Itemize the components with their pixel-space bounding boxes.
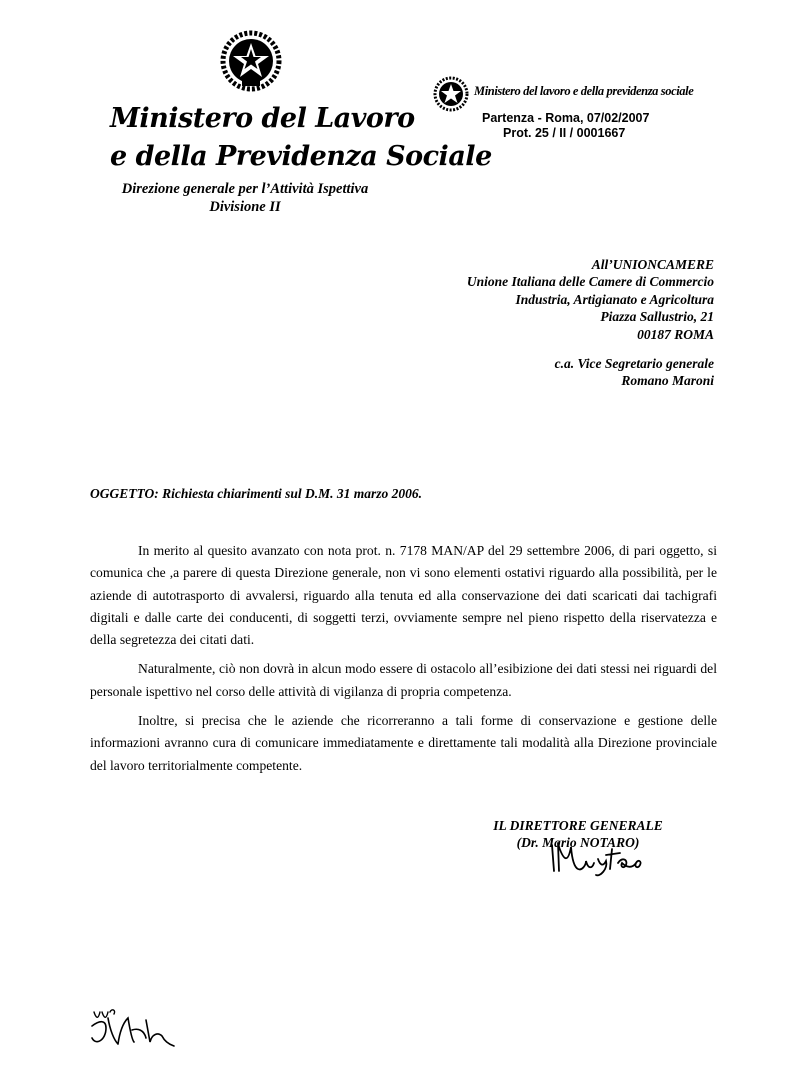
- initials-icon: [88, 1000, 178, 1055]
- recipient-line2: Unione Italiana delle Camere di Commercio: [466, 274, 714, 290]
- signature-name: (Dr. Mario NOTARO): [516, 835, 640, 850]
- direction-block: [80, 180, 410, 216]
- ministry-title-line1: Ministero del Lavoro: [110, 103, 415, 134]
- recipient-line5: 00187 ROMA: [637, 326, 714, 342]
- recipient-line3: Industria, Artigianato e Agricoltura: [515, 291, 714, 307]
- recipient-line4: Piazza Sallustrio, 21: [600, 309, 714, 325]
- body-paragraph-1: In merito al quesito avanzato con nota prot. n. 7178 MAN/AP del 29 settembre 2006, di pari oggetto, si comunica che ,a parere di questa Direzione generale, non vi sono elementi ostativi riguardo alla possibilità, per le aziende di autotrasporto di avvalersi, riguardo alla tenuta ed alla conservazione dei dati scaricati dai tachigrafi digitali e dalle carte dei conducenti, di soggetti terzi, ovviamente sempre nel pieno rispetto della riservatezza e della segretezza dei citati dati.: [90, 543, 717, 648]
- ministry-title: [110, 100, 492, 176]
- direction-line2: Divisione II: [209, 199, 281, 215]
- attention-line2: Romano Maroni: [621, 373, 714, 389]
- recipient-line1: All’UNIONCAMERE: [591, 257, 714, 272]
- letter-body: [90, 540, 717, 784]
- stamp-departure: Partenza - Roma, 07/02/2007: [482, 111, 650, 125]
- subject-line: OGGETTO: Richiesta chiarimenti sul D.M. 31 marzo 2006.: [90, 486, 423, 501]
- stamp-protocol: Prot. 25 / II / 0001667: [503, 126, 626, 140]
- stamp-emblem-icon: [433, 76, 469, 112]
- stamp-ministry: Ministero del lavoro e della previdenza sociale: [474, 84, 694, 98]
- attention-block: [555, 355, 714, 390]
- recipient-address: [467, 256, 714, 343]
- ministry-title-line2: e della Previdenza Sociale: [110, 141, 492, 172]
- body-paragraph-3: Inoltre, si precisa che le aziende che ricorreranno a tali forme di conservazione e gestione delle informazioni avranno cura di comunicare immediatamente e direttamente tali modalità alla Direzione provinciale del lavoro territorialmente competente.: [90, 713, 717, 773]
- signature-title: IL DIRETTORE GENERALE: [493, 818, 663, 833]
- direction-line1: Direzione generale per l’Attività Ispettiva: [121, 181, 369, 197]
- handwritten-signature-icon: [508, 835, 658, 880]
- body-paragraph-2: Naturalmente, ciò non dovrà in alcun modo essere di ostacolo all’esibizione dei dati stessi nei riguardi del personale ispettivo nel corso delle attività di vigilanza di propria competenza.: [90, 661, 717, 699]
- attention-line1: c.a. Vice Segretario generale: [554, 356, 714, 371]
- emblem-icon: [220, 30, 282, 92]
